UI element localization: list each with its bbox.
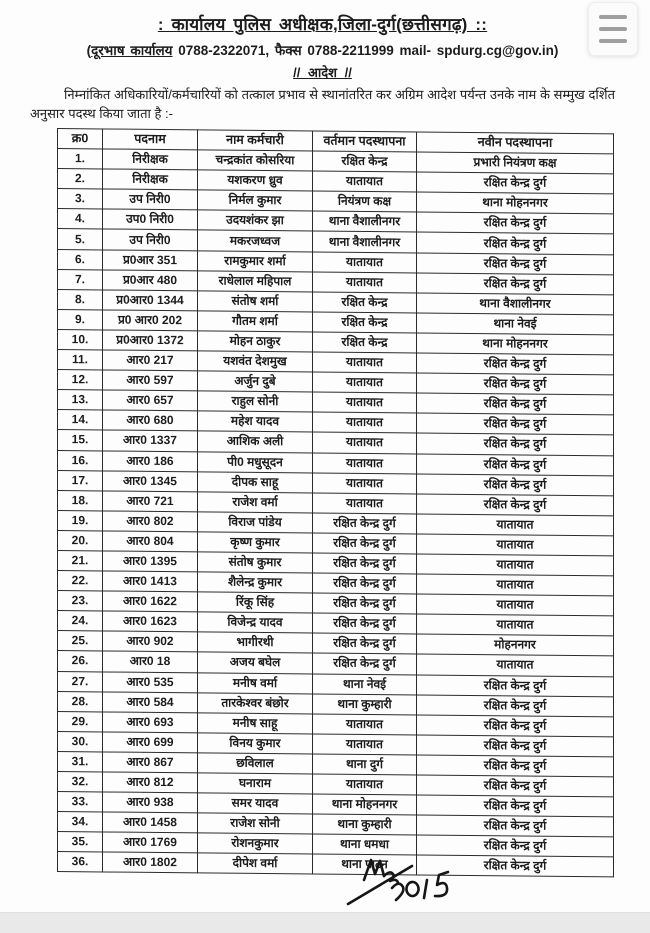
table-cell: प्र0आर 351 [103, 249, 198, 270]
table-cell: आर0 597 [103, 370, 198, 391]
table-cell: यातायात [313, 252, 417, 273]
document-content [30, 12, 615, 872]
table-cell: थाना पाटन [313, 854, 417, 875]
table-cell: रक्षित केन्द्र दुर्ग [417, 715, 614, 737]
table-cell: अर्जुन दुबे [198, 371, 313, 392]
table-cell: 1. [58, 149, 103, 170]
table-cell: 5. [58, 229, 103, 250]
table-cell: 33. [58, 792, 103, 813]
table-cell: 15. [58, 430, 103, 451]
table-cell: रक्षित केन्द्र दुर्ग [417, 695, 614, 717]
table-cell: निरीक्षक [103, 169, 198, 190]
viewer-background-strip [0, 912, 650, 933]
table-cell: मोहननगर [417, 634, 614, 656]
table-cell: शैलेन्द्र कुमार [198, 572, 313, 593]
table-cell: 19. [58, 510, 103, 531]
table-cell: रामकुमार शर्मा [198, 250, 313, 271]
column-header-4: नवीन पदस्थापना [417, 132, 614, 154]
table-cell: कृष्ण कुमार [198, 532, 313, 553]
table-cell: रक्षित केन्द्र दुर्ग [313, 653, 417, 674]
table-cell: नियंत्रण कक्ष [313, 191, 417, 212]
table-cell: रक्षित केन्द्र दुर्ग [313, 633, 417, 654]
table-cell: आर0 802 [103, 511, 198, 532]
table-cell: रक्षित केन्द्र दुर्ग [313, 553, 417, 574]
table-cell: रक्षित केन्द्र दुर्ग [417, 373, 614, 395]
table-cell: थाना नेवई [417, 313, 614, 335]
table-cell: थाना धमधा [313, 834, 417, 855]
table-cell: 20. [58, 530, 103, 551]
table-cell: 14. [58, 410, 103, 431]
table-cell: रक्षित केन्द्र दुर्ग [417, 212, 614, 234]
table-cell: विराज पांडेय [198, 512, 313, 533]
table-cell: 8. [58, 289, 103, 310]
table-cell: निरीक्षक [103, 149, 198, 170]
table-cell: 21. [58, 550, 103, 571]
table-cell: आर0 867 [103, 752, 198, 773]
table-cell: 13. [58, 390, 103, 411]
table-cell: उदयशंकर झा [198, 210, 313, 231]
contact-open: ( [86, 43, 92, 58]
table-cell: यातायात [313, 412, 417, 433]
table-cell: 31. [58, 751, 103, 772]
table-cell: भागीरथी [198, 632, 313, 653]
table-cell: थाना मोहननगर [417, 333, 614, 355]
table-cell: आर0 902 [103, 631, 198, 652]
transfer-table [57, 128, 614, 878]
signature [330, 852, 480, 912]
table-cell: 12. [58, 370, 103, 391]
table-cell: 36. [58, 852, 103, 873]
table-cell: यातायात [313, 352, 417, 373]
table-cell: 7. [58, 269, 103, 290]
table-cell: यातायात [313, 272, 417, 293]
contact-label: दूरभाष कार्यालय [91, 43, 173, 58]
table-cell: आर0 812 [103, 772, 198, 793]
table-cell: आर0 1623 [103, 611, 198, 632]
table-cell: रक्षित केन्द्र दुर्ग [417, 253, 614, 275]
table-cell: आर0 1802 [103, 852, 198, 873]
transfer-table-body [58, 149, 614, 878]
order-heading: // आदेश // [293, 65, 352, 80]
table-cell: यातायात [417, 594, 614, 616]
table-cell: रोशनकुमार [198, 833, 313, 854]
table-cell: आर0 1337 [103, 430, 198, 451]
table-cell: विजेन्द्र यादव [198, 612, 313, 633]
table-cell: 30. [58, 731, 103, 752]
table-cell: यातायात [313, 774, 417, 795]
table-cell: विनय कुमार [198, 733, 313, 754]
table-cell: 18. [58, 490, 103, 511]
contact-rest: 0788-2322071, फैक्स 0788-2211999 mail- spdurg.cg@gov.in) [172, 43, 559, 58]
table-cell: 34. [58, 812, 103, 833]
table-cell: आर0 1622 [103, 591, 198, 612]
table-cell: प्र0आर0 1344 [103, 290, 198, 311]
table-cell: प्र0आर0 1372 [103, 330, 198, 351]
table-cell: रक्षित केन्द्र [313, 332, 417, 353]
table-cell: थाना वैशालीनगर [313, 211, 417, 232]
table-cell: राहुल सोनी [198, 391, 313, 412]
table-cell: 32. [58, 772, 103, 793]
table-cell: आर0 1413 [103, 571, 198, 592]
table-cell: रक्षित केन्द्र दुर्ग [313, 593, 417, 614]
table-cell: रक्षित केन्द्र दुर्ग [313, 533, 417, 554]
table-cell: रिंकू सिंह [198, 592, 313, 613]
table-cell: उप0 निरी0 [103, 209, 198, 230]
table-cell: रक्षित केन्द्र दुर्ग [417, 232, 614, 254]
table-cell: थाना मोहननगर [313, 794, 417, 815]
table-cell: आर0 535 [103, 671, 198, 692]
table-cell: चन्द्रकांत कोसरिया [198, 150, 313, 171]
table-cell: थाना दुर्ग [313, 754, 417, 775]
table-cell: 16. [58, 450, 103, 471]
table-cell: आर0 1345 [103, 471, 198, 492]
table-cell: मनीष साहू [198, 713, 313, 734]
table-cell: 22. [58, 571, 103, 592]
table-cell: 25. [58, 631, 103, 652]
table-cell: रक्षित केन्द्र दुर्ग [417, 775, 614, 797]
transfer-table-wrap [57, 128, 613, 878]
table-cell: रक्षित केन्द्र दुर्ग [417, 353, 614, 375]
table-cell: यातायात [313, 452, 417, 473]
table-cell: यातायात [417, 654, 614, 676]
table-cell: रक्षित केन्द्र दुर्ग [417, 413, 614, 435]
office-title: : कार्यालय पुलिस अधीक्षक,जिला-दुर्ग(छत्तीसगढ़) :: [157, 15, 488, 34]
table-cell: 29. [58, 711, 103, 732]
table-cell: यातायात [417, 554, 614, 576]
table-cell: संतोष कुमार [198, 552, 313, 573]
table-cell: महेश यादव [198, 411, 313, 432]
table-cell: यशकरण ध्रुव [198, 170, 313, 191]
table-cell: राजेश वर्मा [198, 492, 313, 513]
table-cell: 10. [58, 329, 103, 350]
table-cell: थाना वैशालीनगर [417, 293, 614, 315]
table-cell: 4. [58, 209, 103, 230]
table-cell: थाना कुम्हारी [313, 814, 417, 835]
table-cell: रक्षित केन्द्र दुर्ग [417, 273, 614, 295]
table-cell: रक्षित केन्द्र दुर्ग [417, 172, 614, 194]
table-cell: 9. [58, 309, 103, 330]
table-cell: रक्षित केन्द्र दुर्ग [417, 433, 614, 455]
table-cell: छविलाल [198, 753, 313, 774]
table-cell: गौतम शर्मा [198, 311, 313, 332]
table-cell: प्र0 आर0 202 [103, 310, 198, 331]
menu-button[interactable] [588, 2, 638, 56]
table-cell: 24. [58, 611, 103, 632]
table-cell: थाना कुम्हारी [313, 694, 417, 715]
table-cell: रक्षित केन्द्र दुर्ग [417, 815, 614, 837]
table-cell: आर0 584 [103, 692, 198, 713]
table-cell: 17. [58, 470, 103, 491]
table-cell: प्र0आर 480 [103, 270, 198, 291]
table-cell: अजय बघेल [198, 652, 313, 673]
table-cell: आर0 217 [103, 350, 198, 371]
table-cell: पी0 मधुसूदन [198, 451, 313, 472]
table-cell: घनाराम [198, 773, 313, 794]
table-cell: रक्षित केन्द्र दुर्ग [417, 453, 614, 475]
table-cell: रक्षित केन्द्र दुर्ग [313, 513, 417, 534]
contact-line [30, 41, 615, 59]
table-cell: मकरजध्वज [198, 230, 313, 251]
table-cell: यातायात [313, 473, 417, 494]
table-cell: रक्षित केन्द्र [313, 151, 417, 172]
table-cell: यातायात [417, 574, 614, 596]
table-cell: रक्षित केन्द्र दुर्ग [417, 855, 614, 877]
column-header-1: पदनाम [103, 129, 198, 150]
table-cell: यातायात [313, 734, 417, 755]
table-cell: आर0 186 [103, 450, 198, 471]
table-cell: समर यादव [198, 793, 313, 814]
table-cell: उप निरी0 [103, 189, 198, 210]
column-header-3: वर्तमान पदस्थापना [313, 131, 417, 152]
table-cell: रक्षित केन्द्र दुर्ग [313, 613, 417, 634]
table-cell: रक्षित केन्द्र दुर्ग [417, 835, 614, 857]
table-cell: 11. [58, 350, 103, 371]
table-cell: आर0 938 [103, 792, 198, 813]
table-cell: यातायात [417, 514, 614, 536]
table-cell: मोहन ठाकुर [198, 331, 313, 352]
table-cell: रक्षित केन्द्र दुर्ग [417, 494, 614, 516]
table-cell: 27. [58, 671, 103, 692]
table-cell: आर0 18 [103, 651, 198, 672]
table-cell: यातायात [417, 534, 614, 556]
table-cell: यातायात [313, 392, 417, 413]
table-cell: 3. [58, 189, 103, 210]
table-cell: आर0 1458 [103, 812, 198, 833]
table-cell: रक्षित केन्द्र [313, 312, 417, 333]
table-cell: रक्षित केन्द्र दुर्ग [417, 795, 614, 817]
table-cell: आर0 1395 [103, 551, 198, 572]
table-cell: 26. [58, 651, 103, 672]
table-cell: 28. [58, 691, 103, 712]
table-cell: रक्षित केन्द्र दुर्ग [417, 474, 614, 496]
table-cell: राजेश सोनी [198, 813, 313, 834]
table-cell: रक्षित केन्द्र दुर्ग [417, 393, 614, 415]
table-cell: आर0 657 [103, 390, 198, 411]
table-cell: रक्षित केन्द्र दुर्ग [313, 573, 417, 594]
table-cell: 2. [58, 169, 103, 190]
table-cell: यातायात [313, 171, 417, 192]
table-cell: यशवंत देशमुख [198, 351, 313, 372]
table-cell: रक्षित केन्द्र [313, 292, 417, 313]
table-cell: संतोष शर्मा [198, 291, 313, 312]
column-header-0: क्र0 [58, 129, 103, 150]
table-cell: दीपेश वर्मा [198, 853, 313, 874]
table-cell: 6. [58, 249, 103, 270]
intro-paragraph: निम्नांकित अधिकारियों/कर्मचारियों को तत्काल प्रभाव से स्थानांतरित कर अग्रिम आदेश पर्यन्त उनके नाम के सम्मुख दर्शित अनुसार पदस्थ किया जाता है :- [30, 87, 615, 121]
table-cell: उप निरी0 [103, 229, 198, 250]
column-header-2: नाम कर्मचारी [198, 130, 313, 151]
table-cell: यातायात [313, 714, 417, 735]
table-cell: यातायात [417, 614, 614, 636]
table-cell: यातायात [313, 493, 417, 514]
table-cell: 35. [58, 832, 103, 853]
table-cell: आर0 721 [103, 491, 198, 512]
table-cell: प्रभारी नियंत्रण कक्ष [417, 152, 614, 174]
table-cell: मनीष वर्मा [198, 672, 313, 693]
table-cell: यातायात [313, 432, 417, 453]
table-cell: यातायात [313, 372, 417, 393]
table-cell: थाना नेवई [313, 673, 417, 694]
table-cell: आर0 693 [103, 712, 198, 733]
table-cell: आर0 680 [103, 410, 198, 431]
table-cell: आर0 804 [103, 531, 198, 552]
table-cell: तारकेश्वर बंछोर [198, 692, 313, 713]
table-cell: दीपक साहू [198, 471, 313, 492]
table-cell: 23. [58, 591, 103, 612]
table-cell: थाना मोहननगर [417, 192, 614, 214]
table-cell: राधेलाल महिपाल [198, 271, 313, 292]
table-cell: निर्मल कुमार [198, 190, 313, 211]
table-cell: आर0 1769 [103, 832, 198, 853]
table-cell: रक्षित केन्द्र दुर्ग [417, 735, 614, 757]
table-cell: आर0 699 [103, 732, 198, 753]
table-cell: थाना वैशालीनगर [313, 231, 417, 252]
table-cell: रक्षित केन्द्र दुर्ग [417, 755, 614, 777]
table-cell: आशिक अली [198, 431, 313, 452]
table-cell: रक्षित केन्द्र दुर्ग [417, 674, 614, 696]
